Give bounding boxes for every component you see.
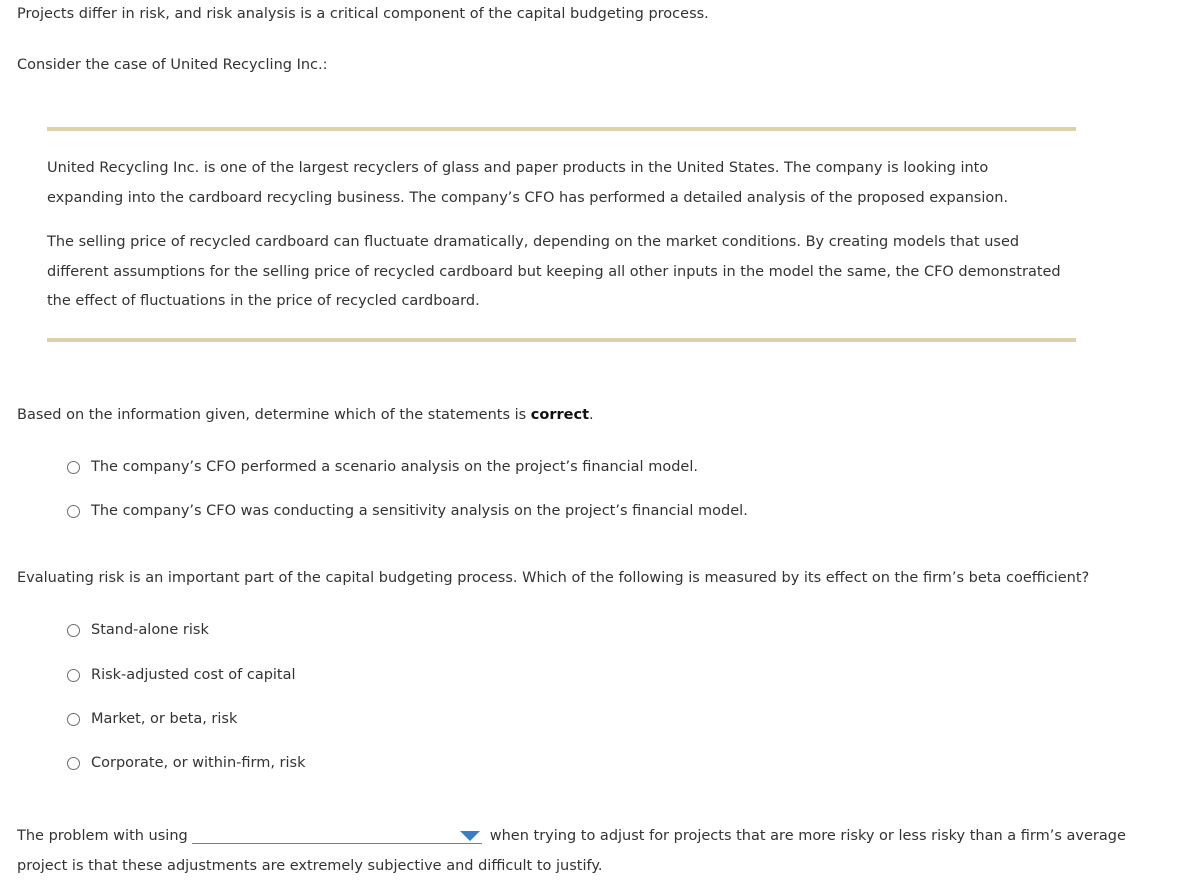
option-label: Risk-adjusted cost of capital bbox=[91, 667, 296, 683]
emphasis-correct: correct bbox=[530, 407, 590, 423]
question-1-prompt: Based on the information given, determine which of the statements is correct. bbox=[17, 407, 594, 423]
q1-option-scenario[interactable] bbox=[67, 459, 698, 475]
radio-button[interactable] bbox=[67, 624, 80, 637]
option-label: Stand-alone risk bbox=[91, 622, 209, 638]
radio-button[interactable] bbox=[67, 669, 80, 682]
question-3-sentence: The problem with using when trying to adjust for projects that are more risky or less risky than a firm’s average project is that these adjustments are extremely subjective and difficult to justify. bbox=[17, 828, 1126, 874]
option-label: Corporate, or within-firm, risk bbox=[91, 755, 306, 771]
q2-option-stand-alone[interactable] bbox=[67, 622, 209, 638]
q1-option-sensitivity[interactable] bbox=[67, 503, 748, 519]
radio-button[interactable] bbox=[67, 713, 80, 726]
case-bottom-rule bbox=[47, 338, 1076, 342]
q2-option-market-beta[interactable] bbox=[67, 711, 237, 727]
q2-option-risk-adjusted[interactable] bbox=[67, 667, 296, 683]
radio-button[interactable] bbox=[67, 461, 80, 474]
radio-button[interactable] bbox=[67, 757, 80, 770]
case-paragraph-1: United Recycling Inc. is one of the largest recyclers of glass and paper products in the United States. The company is looking into expanding into the cardboard recycling business. The company’s CFO has performed a detailed analysis of the proposed expansion. bbox=[47, 160, 1009, 206]
dropdown-arrow-icon[interactable] bbox=[460, 831, 480, 841]
radio-button[interactable] bbox=[67, 505, 80, 518]
case-paragraph-2: The selling price of recycled cardboard can fluctuate dramatically, depending on the market conditions. By creating models that used different assumptions for the selling price of recycled cardboard but keeping all other inputs in the model the same, the CFO demonstrated the effect of fluctuations in the price of recycled cardboard. bbox=[47, 234, 1061, 309]
answer-dropdown[interactable] bbox=[192, 827, 482, 844]
question-2-prompt: Evaluating risk is an important part of the capital budgeting process. Which of the following is measured by its effect on the firm’s beta coefficient? bbox=[17, 570, 1090, 586]
q2-option-corporate[interactable] bbox=[67, 755, 305, 771]
case-top-rule bbox=[47, 127, 1076, 131]
intro-text: Projects differ in risk, and risk analysis is a critical component of the capital budgeting process. bbox=[17, 6, 709, 22]
option-label: The company’s CFO performed a scenario analysis on the project’s financial model. bbox=[91, 459, 698, 475]
option-label: Market, or beta, risk bbox=[91, 711, 238, 727]
option-label: The company’s CFO was conducting a sensitivity analysis on the project’s financial model. bbox=[91, 503, 748, 519]
consider-text: Consider the case of United Recycling Inc.: bbox=[17, 57, 328, 73]
